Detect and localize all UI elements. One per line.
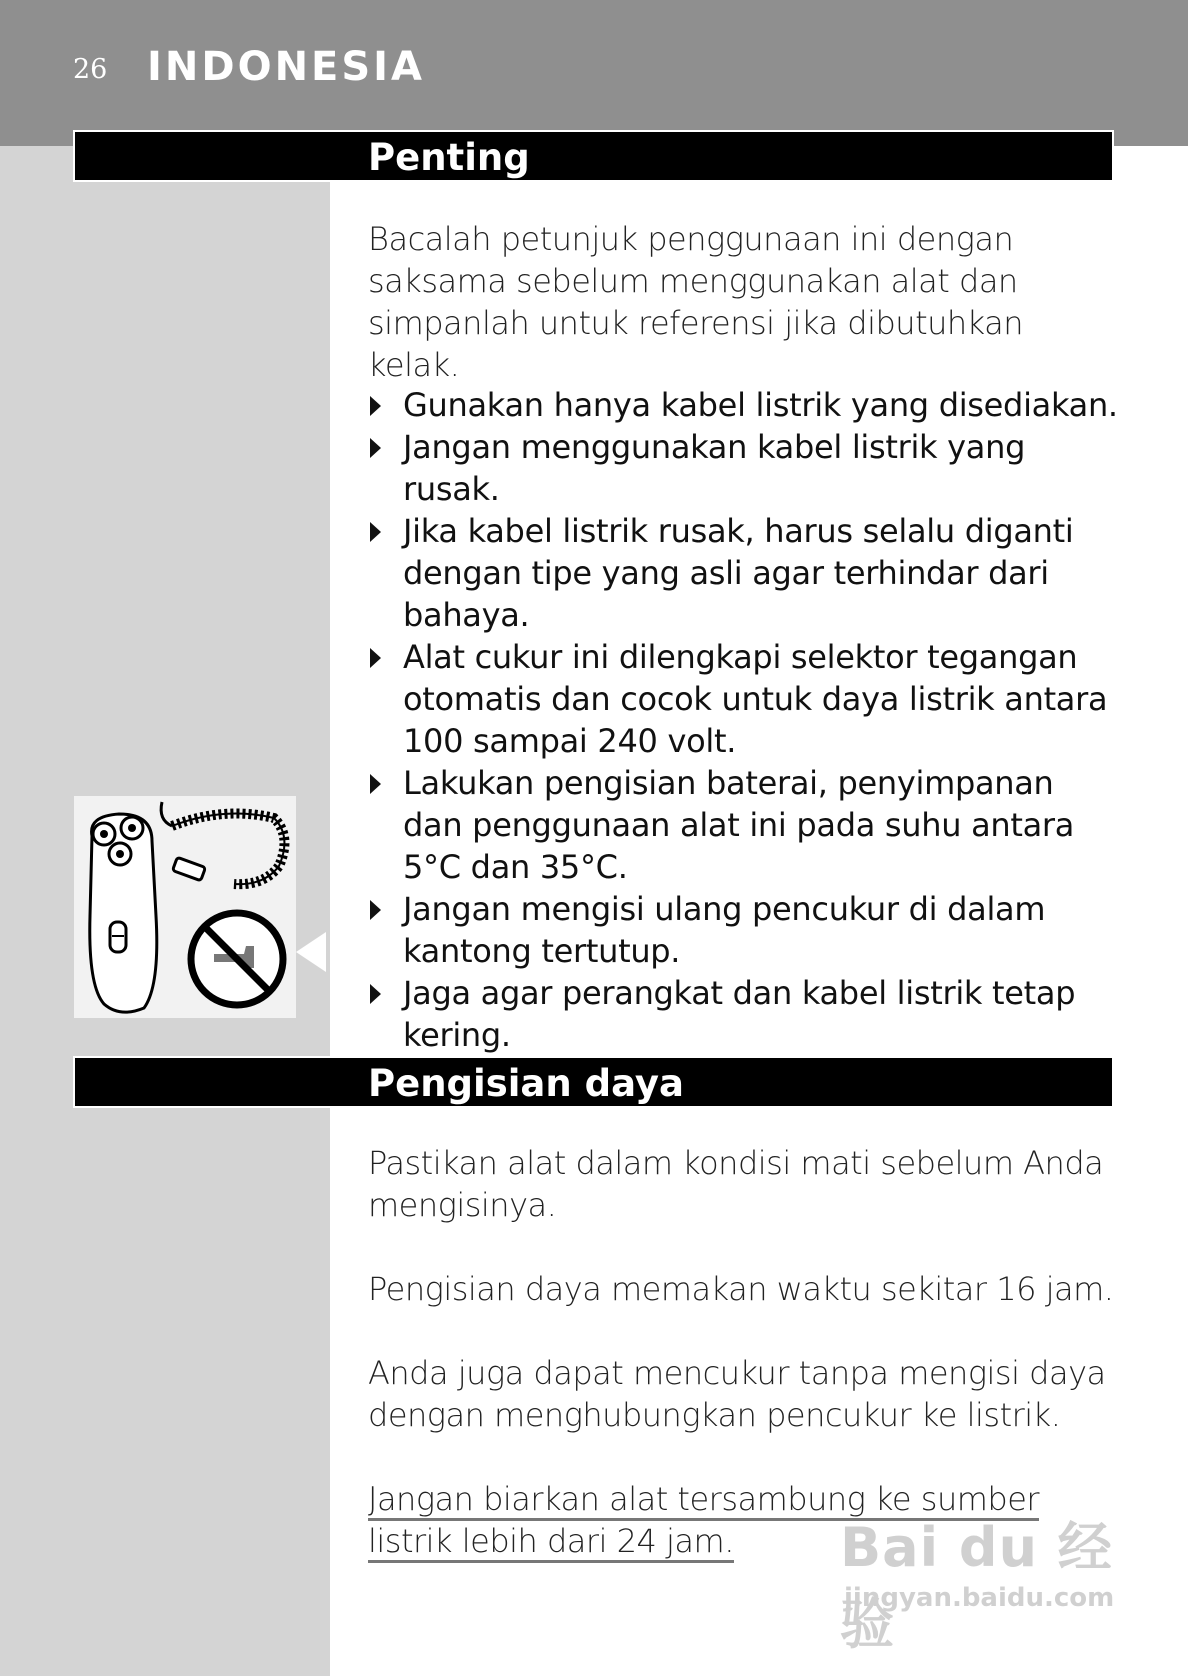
shaver-illustration xyxy=(74,796,296,1018)
list-item: Alat cukur ini dilengkapi selektor tegangan otomatis dan cocok untuk daya listrik antara 100 sampai 240 volt. xyxy=(368,636,1118,762)
list-item: Jangan menggunakan kabel listrik yang rusak. xyxy=(368,426,1118,510)
list-item: Gunakan hanya kabel listrik yang disediakan. xyxy=(368,384,1118,426)
paragraph: Pastikan alat dalam kondisi mati sebelum Anda mengisinya. xyxy=(368,1144,1104,1224)
baidu-watermark xyxy=(840,1505,1120,1656)
underlined-warning: Jangan biarkan alat tersambung ke sumber listrik lebih dari 24 jam. xyxy=(368,1480,1039,1563)
watermark-brand: Bai du 经验 xyxy=(840,1516,1113,1656)
header-bar xyxy=(0,0,1188,146)
list-item: Lakukan pengisian baterai, penyimpanan dan penggunaan alat ini pada suhu antara 5°C dan 35°C. xyxy=(368,762,1118,888)
section-title: Pengisian daya xyxy=(368,1062,685,1105)
penting-bullet-list xyxy=(368,384,1118,1056)
page-number: 26 xyxy=(73,54,108,85)
section-header-pengisian-daya xyxy=(73,1056,1114,1108)
list-item: Jika kabel listrik rusak, harus selalu diganti dengan tipe yang asli agar terhindar dari bahaya. xyxy=(368,510,1118,636)
language-title: INDONESIA xyxy=(147,44,426,90)
shaver-no-water-icon xyxy=(74,796,296,1018)
list-item: Jaga agar perangkat dan kabel listrik tetap kering. xyxy=(368,972,1118,1056)
list-item: Jangan mengisi ulang pencukur di dalam kantong tertutup. xyxy=(368,888,1118,972)
intro-paragraph: Bacalah petunjuk penggunaan ini dengan saksama sebelum menggunakan alat dan simpanlah untuk referensi jika dibutuhkan kelak. xyxy=(368,220,1024,384)
paragraph: Pengisian daya memakan waktu sekitar 16 jam. xyxy=(368,1270,1114,1308)
section-title: Penting xyxy=(368,136,530,179)
watermark-url: jingyan.baidu.com xyxy=(844,1583,1115,1613)
callout-pointer xyxy=(296,932,326,972)
section-header-penting xyxy=(73,130,1114,182)
paragraph: Anda juga dapat mencukur tanpa mengisi daya dengan menghubungkan pencukur ke listrik. xyxy=(368,1354,1106,1434)
